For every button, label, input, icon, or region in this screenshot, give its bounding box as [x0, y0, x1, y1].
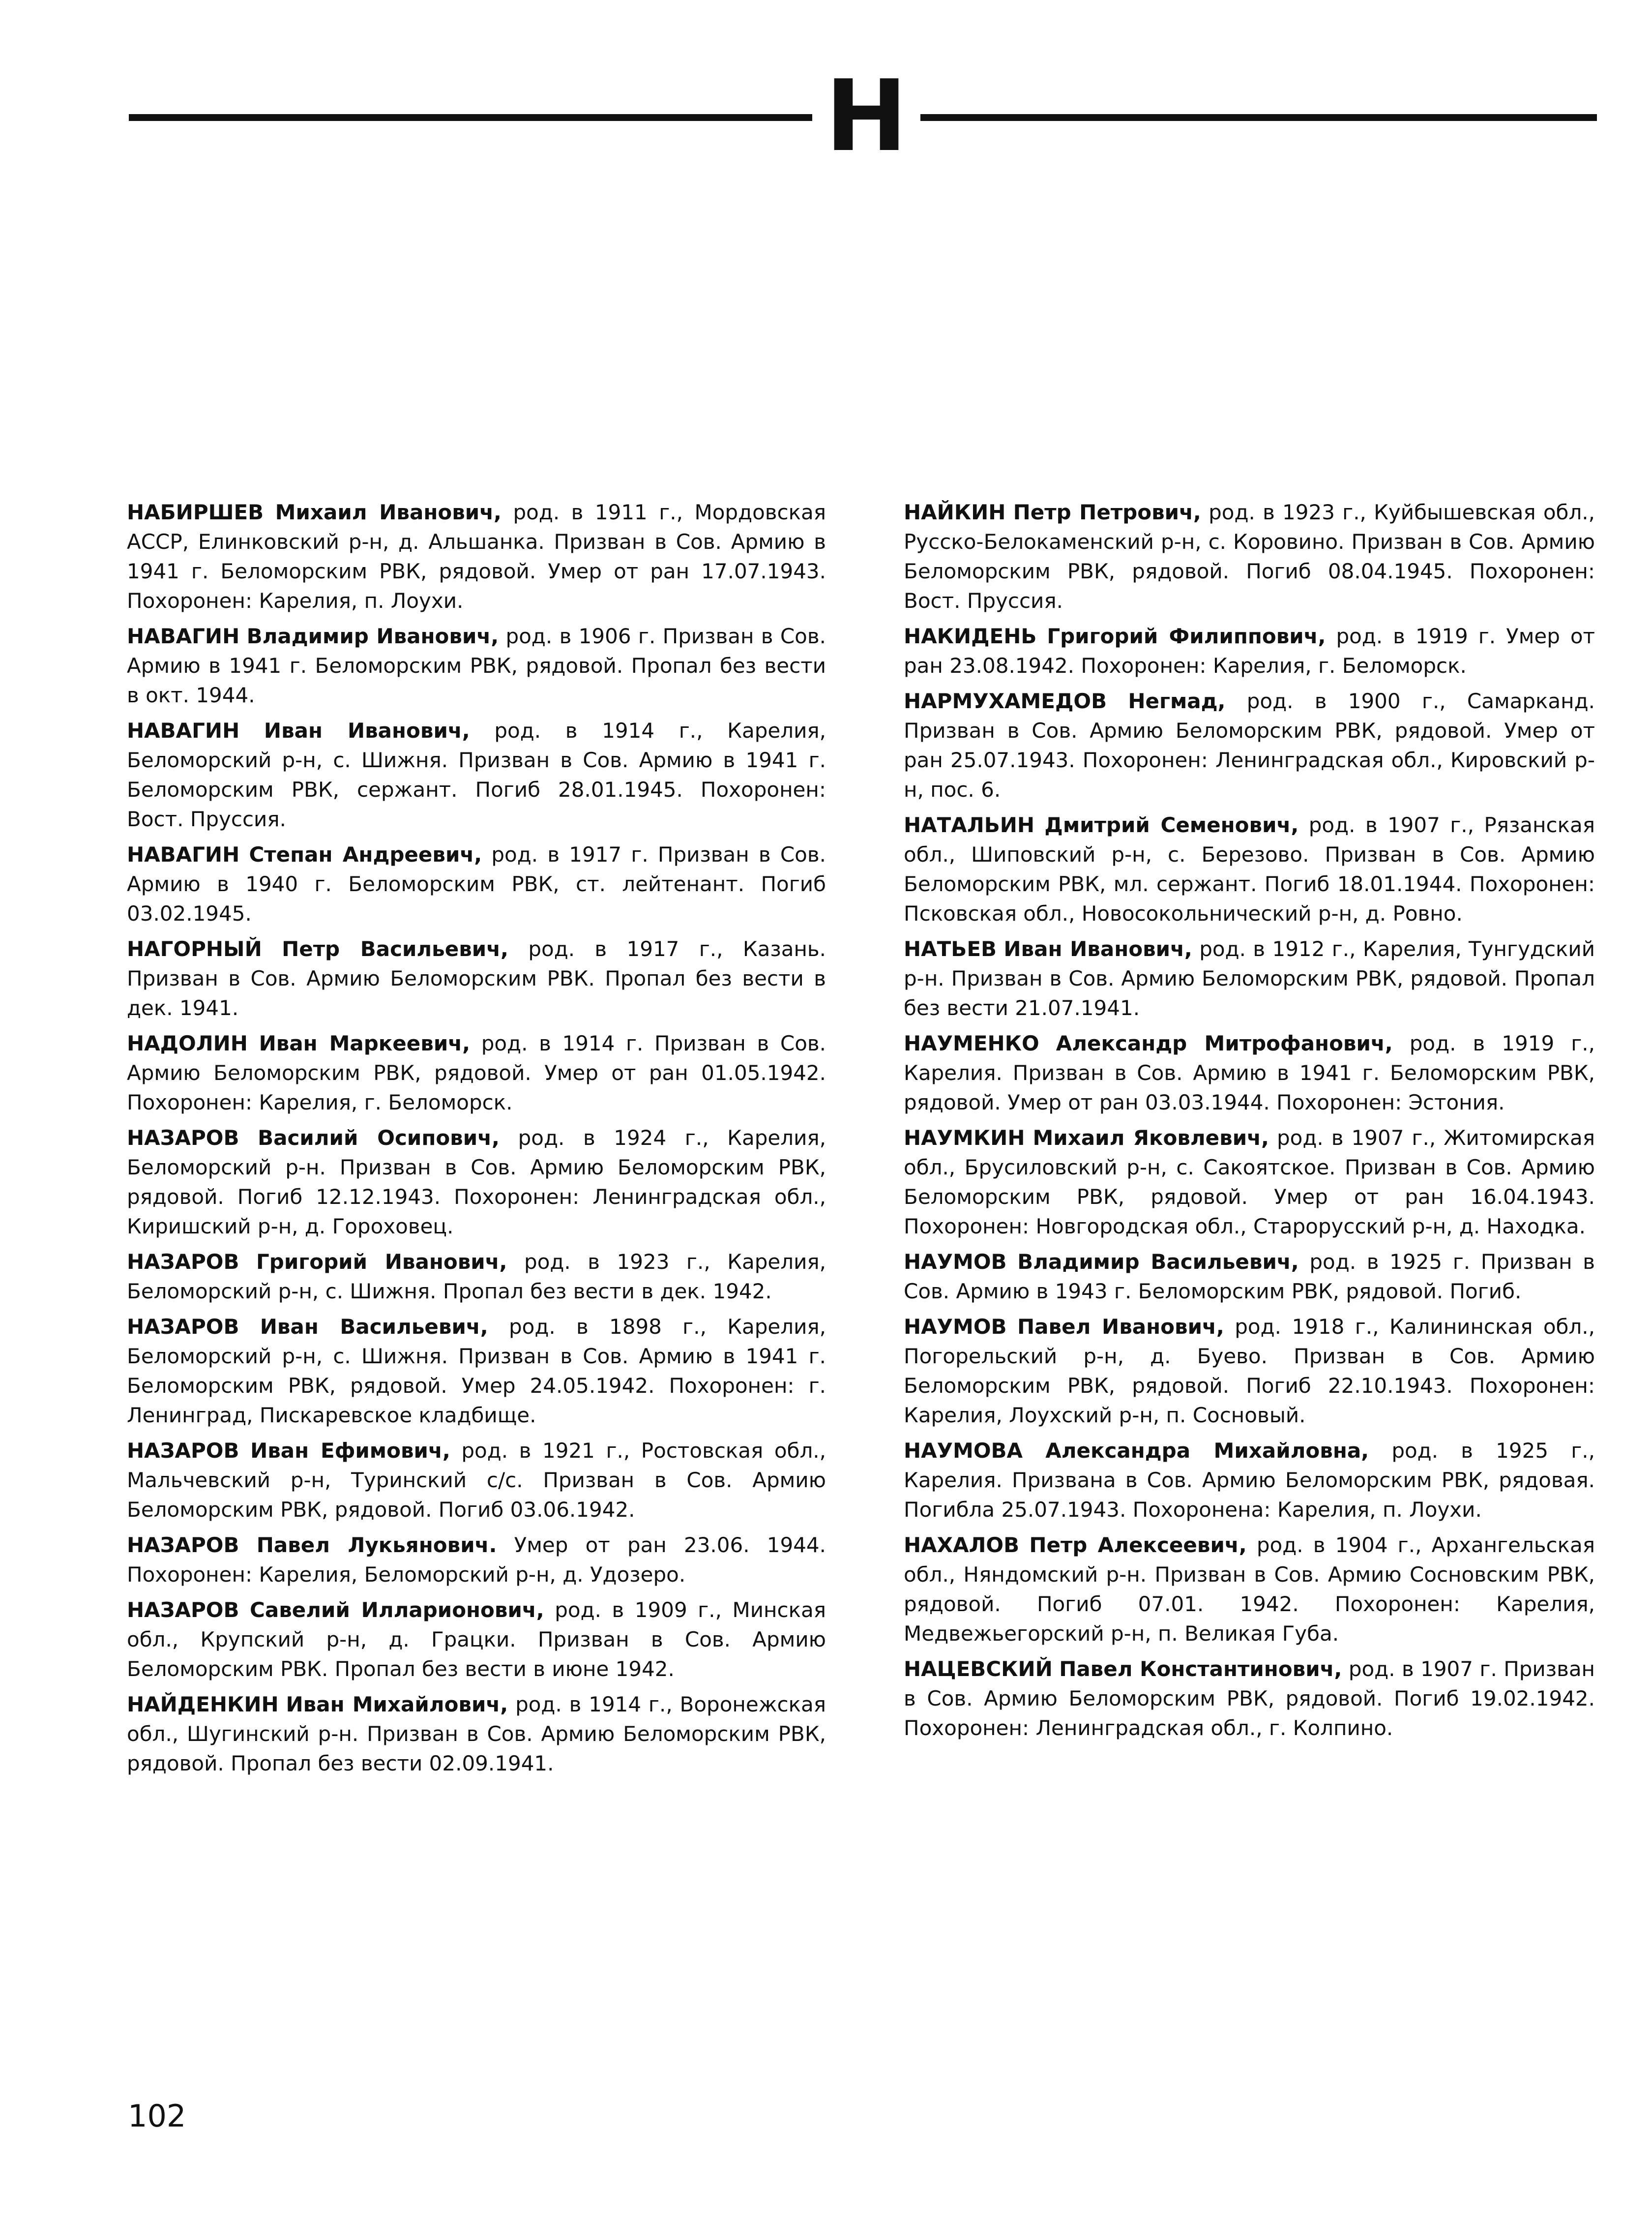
entry-given-name: Григорий Филиппович,	[1047, 624, 1326, 648]
entry	[127, 1595, 826, 1684]
entry-given-name: Павел Лукьянович.	[256, 1533, 497, 1557]
entry	[127, 1029, 826, 1117]
entry-details: род. в 1917 г. Призван в Сов. Армию в 1940 г. Беломорским РВК, ст. лейтенант. Погиб 03.02.1945.	[127, 842, 826, 926]
entry-details: род. в 1914 г., Воронежская обл., Шугинский р-н. Призван в Сов. Армию Беломорским РВК, рядовой. Пропал без вести 02.09.1941.	[127, 1692, 826, 1775]
entry-given-name: Иван Иванович,	[1003, 937, 1192, 961]
entry-given-name: Василий Осипович,	[258, 1126, 500, 1150]
entry-surname: НАЙДЕНКИН	[127, 1692, 279, 1716]
entry-given-name: Степан Андреевич,	[249, 842, 482, 867]
entry-surname: НАЗАРОВ	[127, 1126, 239, 1150]
entry-surname: НАВАГИН	[127, 719, 240, 743]
entry	[127, 1436, 826, 1525]
entry	[904, 1312, 1595, 1430]
entry	[904, 810, 1595, 929]
entry-details: род. в 1906 г. Призван в Сов. Армию в 1941 г. Беломорским РВК, рядовой. Пропал без вести в окт. 1944.	[127, 624, 826, 707]
header-rule-left	[129, 114, 812, 121]
entry-details: род. в 1925 г., Карелия. Призвана в Сов. Армию Беломорским РВК, рядовая. Погибла 25.07.1943. Похоронена: Карелия, п. Лоухи.	[904, 1439, 1595, 1522]
entry-given-name: Александр Митрофанович,	[1056, 1031, 1393, 1055]
page-number: 102	[128, 2098, 186, 2134]
entry-surname: НАУМОВ	[904, 1315, 1007, 1339]
entry-given-name: Дмитрий Семенович,	[1044, 813, 1299, 837]
entry-details: род. в 1898 г., Карелия, Беломорский р-н, с. Шижня. Призван в Сов. Армию в 1941 г. Беломорским РВК, рядовой. Умер 24.05.1942. Похоронен: г. Ленинград, Пискаревское кладбище.	[127, 1315, 826, 1427]
entry	[904, 1029, 1595, 1117]
entry-given-name: Иван Васильевич,	[260, 1315, 488, 1339]
entry-details: род. в 1912 г., Карелия, Тунгудский р-н. Призван в Сов. Армию Беломорским РВК, рядовой. Пропал без вести 21.07.1941.	[904, 937, 1595, 1020]
entry-details: род. в 1909 г., Минская обл., Крупский р-н, д. Грацки. Призван в Сов. Армию Беломорским РВК. Пропал без вести в июне 1942.	[127, 1598, 826, 1681]
entry	[904, 1123, 1595, 1241]
left-column	[127, 498, 826, 1784]
entry-given-name: Иван Ефимович,	[250, 1439, 450, 1463]
entry-given-name: Александра Михайловна,	[1045, 1439, 1369, 1463]
header-rule-right	[920, 114, 1597, 121]
entry-details: род. в 1907 г., Рязанская обл., Шиповский р-н, с. Березово. Призван в Сов. Армию Беломорским РВК, мл. сержант. Погиб 18.01.1944. Похоронен: Псковская обл., Новосокольнический р-н, д. Ровно.	[904, 813, 1595, 926]
entry-given-name: Иван Маркеевич,	[259, 1031, 471, 1055]
entry-given-name: Владимир Иванович,	[246, 624, 499, 648]
entry-details: род. в 1917 г., Казань. Призван в Сов. Армию Беломорским РВК. Пропал без вести в дек. 1941.	[127, 937, 826, 1020]
entry-surname: НАВАГИН	[127, 842, 240, 867]
entry	[127, 716, 826, 834]
entry	[127, 1247, 826, 1306]
entry-details: род. в 1923 г., Куйбышевская обл., Русско-Белокаменский р-н, с. Коровино. Призван в Сов. Армию Беломорским РВК, рядовой. Погиб 08.04.1945. Похоронен: Вост. Пруссия.	[904, 500, 1595, 613]
entry-surname: НАЗАРОВ	[127, 1533, 239, 1557]
entry	[904, 1654, 1595, 1743]
entry-details: род. в 1900 г., Самарканд. Призван в Сов. Армию Беломорским РВК, рядовой. Умер от ран 25.07.1943. Похоронен: Ленинградская обл., Кировский р-н, пос. 6.	[904, 689, 1595, 802]
entry-given-name: Петр Алексеевич,	[1029, 1533, 1247, 1557]
entry-given-name: Павел Константинович,	[1059, 1657, 1342, 1681]
entry	[904, 498, 1595, 616]
entry-surname: НАЗАРОВ	[127, 1598, 239, 1622]
entry-given-name: Владимир Васильевич,	[1017, 1250, 1299, 1274]
entry	[127, 498, 826, 616]
entry-given-name: Павел Иванович,	[1017, 1315, 1224, 1339]
entry-surname: НАУМОВА	[904, 1439, 1023, 1463]
entry-surname: НАЙКИН	[904, 500, 1006, 524]
entry-surname: НАГОРНЫЙ	[127, 937, 262, 961]
section-letter: Н	[825, 59, 908, 174]
entry-details: род. в 1919 г. Умер от ран 23.08.1942. Похоронен: Карелия, г. Беломорск.	[904, 624, 1595, 678]
entry	[904, 1530, 1595, 1649]
entry-details: род. в 1904 г., Архангельская обл., Няндомский р-н. Призван в Сов. Армию Сосновским РВК, рядовой. Погиб 07.01. 1942. Похоронен: Карелия, Медвежьегорский р-н, п. Великая Губа.	[904, 1533, 1595, 1646]
entry-given-name: Михаил Яковлевич,	[1032, 1126, 1269, 1150]
entry-surname: НАЗАРОВ	[127, 1439, 239, 1463]
entry	[127, 934, 826, 1023]
entry-details: род. в 1914 г., Карелия, Беломорский р-н, с. Шижня. Призван в Сов. Армию в 1941 г. Беломорским РВК, сержант. Погиб 28.01.1945. Похоронен: Вост. Пруссия.	[127, 719, 826, 831]
entry-surname: НАХАЛОВ	[904, 1533, 1020, 1557]
entry-surname: НАТЬЕВ	[904, 937, 997, 961]
entry-given-name: Иван Иванович,	[264, 719, 470, 743]
entry-surname: НАРМУХАМЕДОВ	[904, 689, 1107, 713]
section-header	[129, 59, 1597, 174]
entry	[904, 1247, 1595, 1306]
entry-details: род. 1918 г., Калининская обл., Погорельский р-н, д. Буево. Призван в Сов. Армию Беломорским РВК, рядовой. Погиб 22.10.1943. Похоронен: Карелия, Лоухский р-н, п. Сосновый.	[904, 1315, 1595, 1427]
entry-details: род. в 1924 г., Карелия, Беломорский р-н. Призван в Сов. Армию Беломорским РВК, рядовой. Погиб 12.12.1943. Похоронен: Ленинградская обл., Киришский р-н, д. Гороховец.	[127, 1126, 826, 1238]
entry-surname: НАТАЛЬИН	[904, 813, 1035, 837]
entry-surname: НАЗАРОВ	[127, 1250, 239, 1274]
entry-given-name: Петр Петрович,	[1013, 500, 1201, 524]
entry-details: род. в 1923 г., Карелия, Беломорский р-н, с. Шижня. Пропал без вести в дек. 1942.	[127, 1250, 826, 1303]
entry-details: род. в 1914 г. Призван в Сов. Армию Беломорским РВК, рядовой. Умер от ран 01.05.1942. Похоронен: Карелия, г. Беломорск.	[127, 1031, 826, 1114]
entry-surname: НАБИРШЕВ	[127, 500, 264, 524]
entry	[904, 622, 1595, 681]
entry-given-name: Негмад,	[1128, 689, 1226, 713]
entry-details: род. в 1925 г. Призван в Сов. Армию в 1943 г. Беломорским РВК, рядовой. Погиб.	[904, 1250, 1595, 1303]
entry-surname: НАЦЕВСКИЙ	[904, 1657, 1053, 1681]
entry-given-name: Михаил Иванович,	[275, 500, 502, 524]
entry	[127, 1530, 826, 1589]
entry-surname: НАУМКИН	[904, 1126, 1025, 1150]
right-column	[904, 498, 1595, 1749]
entry-given-name: Савелий Илларионович,	[250, 1598, 544, 1622]
entry	[127, 622, 826, 710]
entry	[127, 1123, 826, 1241]
entry-given-name: Григорий Иванович,	[256, 1250, 507, 1274]
entry-details: род. в 1907 г. Призван в Сов. Армию Беломорским РВК, рядовой. Погиб 19.02.1942. Похоронен: Ленинградская обл., г. Колпино.	[904, 1657, 1595, 1740]
entry-given-name: Иван Михайлович,	[286, 1692, 508, 1716]
entry-given-name: Петр Васильевич,	[282, 937, 509, 961]
entry-details: род. в 1911 г., Мордовская АССР, Елинковский р-н, д. Альшанка. Призван в Сов. Армию в 1941 г. Беломорским РВК, рядовой. Умер от ран 17.07.1943. Похоронен: Карелия, п. Лоухи.	[127, 500, 826, 613]
entry-surname: НАУМЕНКО	[904, 1031, 1039, 1055]
entry	[127, 1312, 826, 1430]
entry-details: Умер от ран 23.06. 1944. Похоронен: Карелия, Беломорский р-н, д. Удозеро.	[127, 1533, 826, 1587]
entry-surname: НАВАГИН	[127, 624, 240, 648]
entry	[127, 1690, 826, 1778]
entry-details: род. в 1907 г., Житомирская обл., Брусиловский р-н, с. Сакоятское. Призван в Сов. Армию Беломорским РВК, рядовой. Умер от ран 16.04.1943. Похоронен: Новгородская обл., Старорусский р-н, д. Находка.	[904, 1126, 1595, 1238]
entry-surname: НАДОЛИН	[127, 1031, 248, 1055]
entry	[904, 934, 1595, 1023]
entry-details: род. в 1919 г., Карелия. Призван в Сов. Армию в 1941 г. Беломорским РВК, рядовой. Умер от ран 03.03.1944. Похоронен: Эстония.	[904, 1031, 1595, 1114]
entry	[127, 840, 826, 929]
entry-details: род. в 1921 г., Ростовская обл., Мальчевский р-н, Туринский с/с. Призван в Сов. Армию Беломорским РВК, рядовой. Погиб 03.06.1942.	[127, 1439, 826, 1522]
entry	[904, 1436, 1595, 1525]
entry	[904, 687, 1595, 805]
entry-surname: НАЗАРОВ	[127, 1315, 239, 1339]
entry-surname: НАУМОВ	[904, 1250, 1007, 1274]
entry-surname: НАКИДЕНЬ	[904, 624, 1037, 648]
